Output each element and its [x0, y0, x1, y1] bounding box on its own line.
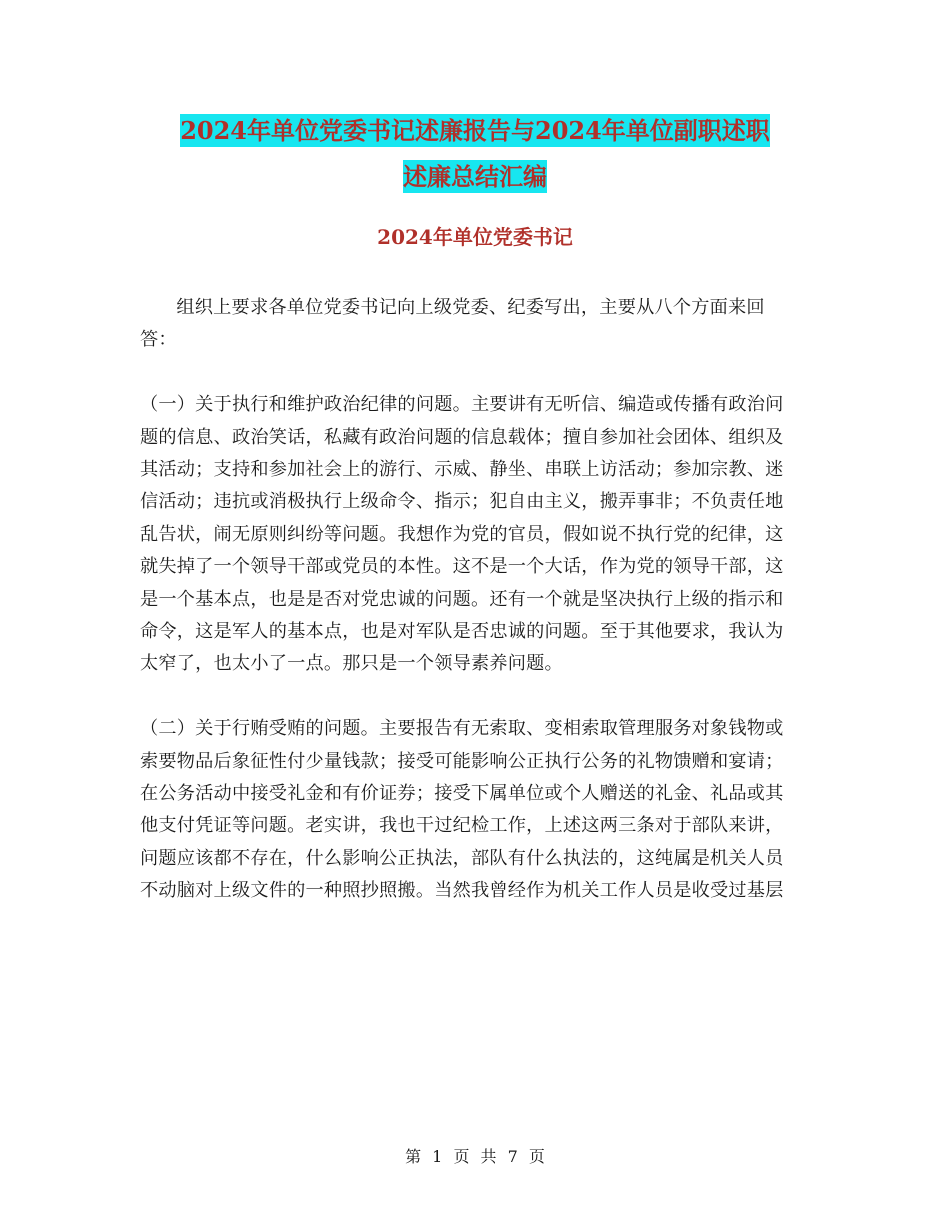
section-heading: 2024年单位党委书记 — [377, 225, 573, 249]
paragraph-intro: 组织上要求各单位党委书记向上级党委、纪委写出，主要从八个方面来回答： — [140, 297, 765, 351]
page-number-footer: 第 1 页 共 7 页 — [405, 1147, 545, 1166]
document-title-line-1: 2024年单位党委书记述廉报告与2024年单位副职述职 — [180, 116, 770, 145]
document-body — [140, 292, 800, 908]
paragraph-spacer — [140, 357, 800, 389]
paragraph-section-2: （二）关于行贿受贿的问题。主要报告有无索取、变相索取管理服务对象钱物或索要物品后象征性付少量钱款；接受可能影响公正执行公务的礼物馈赠和宴请；在公务活动中接受礼金和有价证券；接受下属单位或个人赠送的礼金、礼品或其他支付凭证等问题。老实讲，我也干过纪检工作，上述这两三条对于部队来讲，问题应该都不存在，什么影响公正执法，部队有什么执法的，这纯属是机关人员不动脑对上级文件的一种照抄照搬。当然我曾经作为机关工作人员是收受过基层 — [140, 718, 784, 902]
document-title — [0, 108, 950, 200]
document-title-line-2: 述廉总结汇编 — [403, 162, 547, 191]
paragraph-spacer — [140, 681, 800, 713]
paragraph-section-1: （一）关于执行和维护政治纪律的问题。主要讲有无听信、编造或传播有政治问题的信息、政治笑话，私藏有政治问题的信息载体；擅自参加社会团体、组织及其活动；支持和参加社会上的游行、示威、静坐、串联上访活动；参加宗教、迷信活动；违抗或消极执行上级命令、指示；犯自由主义，搬弄事非；不负责任地乱告状，闹无原则纠纷等问题。我想作为党的官员，假如说不执行党的纪律，这就失掉了一个领导干部或党员的本性。这不是一个大话，作为党的领导干部，这是一个基本点，也是是否对党忠诚的问题。还有一个就是坚决执行上级的指示和命令，这是军人的基本点，也是对军队是否忠诚的问题。至于其他要求，我认为太窄了，也太小了一点。那只是一个领导素养问题。 — [140, 394, 784, 675]
